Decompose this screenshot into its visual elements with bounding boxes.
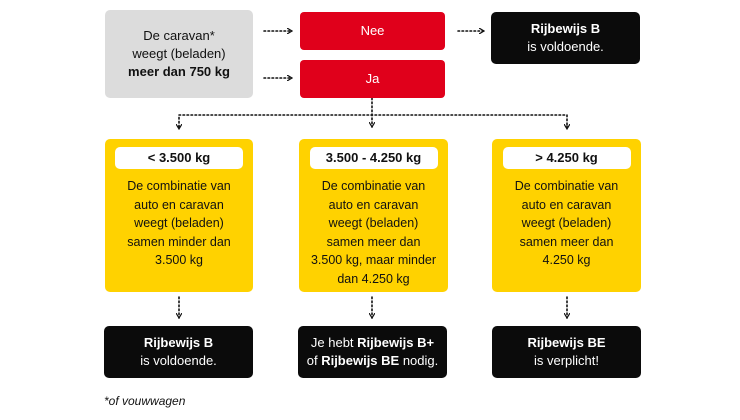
branch-light-description: De combinatie van auto en caravan weegt (beladen) samen minder dan 3.500 kg bbox=[127, 179, 231, 267]
result-heavy bbox=[492, 326, 641, 378]
result-light bbox=[104, 326, 253, 378]
answer-ja bbox=[300, 60, 445, 98]
answer-ja-label: Ja bbox=[365, 71, 380, 86]
result-nee bbox=[491, 12, 640, 64]
result-nee-title: Rijbewijs B bbox=[530, 21, 601, 36]
footnote: *of vouwwagen bbox=[104, 394, 186, 408]
branch-heavy bbox=[492, 139, 641, 292]
start-line-1: De caravan* bbox=[143, 28, 215, 43]
branch-medium-label: 3.500 - 4.250 kg bbox=[310, 147, 438, 169]
answer-nee-label: Nee bbox=[360, 23, 385, 38]
answer-nee bbox=[300, 12, 445, 50]
result-medium-line-1: Je hebt Rijbewijs B+ bbox=[310, 335, 435, 350]
result-heavy-title: Rijbewijs BE bbox=[527, 335, 606, 350]
arrow-ja-branches bbox=[179, 115, 567, 127]
result-heavy-text: is verplicht! bbox=[533, 353, 600, 368]
result-light-title: Rijbewijs B bbox=[143, 335, 214, 350]
branch-light-label: < 3.500 kg bbox=[115, 147, 243, 169]
branch-heavy-description: De combinatie van auto en caravan weegt (beladen) samen meer dan 4.250 kg bbox=[514, 179, 619, 267]
branch-medium-description: De combinatie van auto en caravan weegt (beladen) samen meer dan 3.500 kg, maar minder dan 4.250 kg bbox=[310, 179, 437, 286]
branch-medium bbox=[299, 139, 448, 292]
branch-light bbox=[105, 139, 253, 292]
result-nee-text: is voldoende. bbox=[527, 39, 604, 54]
result-medium-line-2: of Rijbewijs BE nodig. bbox=[306, 353, 439, 368]
start-box bbox=[105, 10, 253, 98]
branch-heavy-label: > 4.250 kg bbox=[503, 147, 631, 169]
result-light-text: is voldoende. bbox=[140, 353, 217, 368]
start-line-3: meer dan 750 kg bbox=[128, 64, 230, 79]
result-medium bbox=[298, 326, 447, 378]
start-line-2: weegt (beladen) bbox=[132, 46, 226, 61]
